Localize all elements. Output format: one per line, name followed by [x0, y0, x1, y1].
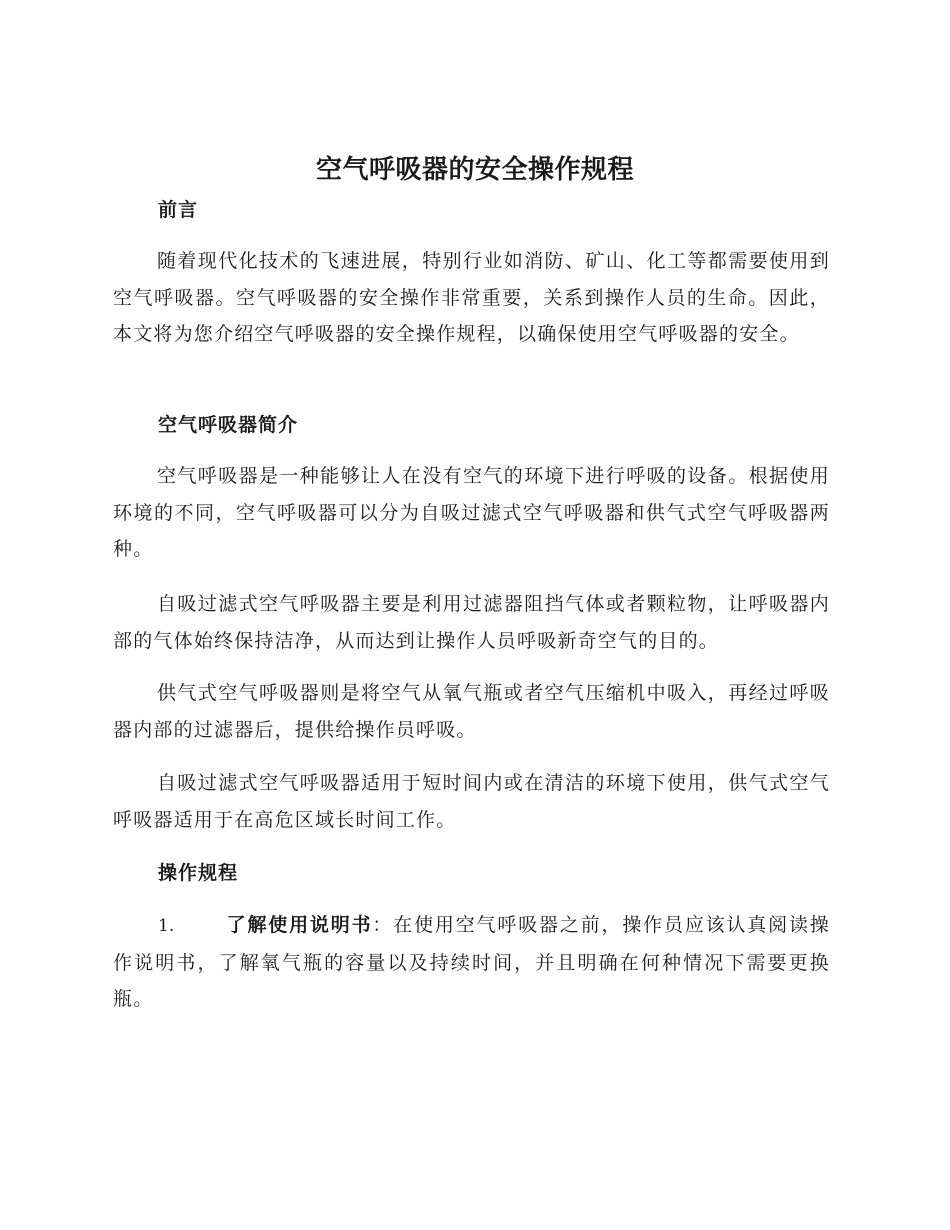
intro-paragraph-4: 自吸过滤式空气呼吸器适用于短时间内或在清洁的环境下使用，供气式空气呼吸器适用于在高危区域长时间工作。 [113, 772, 830, 831]
section-heading-procedure: 操作规程 [158, 862, 239, 884]
section-heading-preface: 前言 [158, 199, 199, 221]
list-item-text: ：在使用空气呼吸器之前，操作员应该认真阅读操作说明书，了解氧气瓶的容量以及持续时间，并且明确在何种情况下需要更换瓶。 [113, 914, 830, 1010]
list-item-number: 1. [158, 916, 175, 936]
section-heading-intro: 空气呼吸器简介 [158, 414, 299, 436]
document-title: 空气呼吸器的安全操作规程 [315, 155, 634, 185]
list-item-term: 了解使用说明书 [226, 914, 373, 936]
intro-paragraph-2: 自吸过滤式空气呼吸器主要是利用过滤器阻挡气体或者颗粒物，让呼吸器内部的气体始终保持洁净，从而达到让操作人员呼吸新奇空气的目的。 [113, 593, 830, 652]
intro-paragraph-1: 空气呼吸器是一种能够让人在没有空气的环境下进行呼吸的设备。根据使用环境的不同，空气呼吸器可以分为自吸过滤式空气呼吸器和供气式空气呼吸器两种。 [113, 465, 830, 560]
intro-paragraph-3: 供气式空气呼吸器则是将空气从氧气瓶或者空气压缩机中吸入，再经过呼吸器内部的过滤器后，提供给操作员呼吸。 [113, 682, 830, 741]
procedure-list-item [113, 907, 830, 1018]
preface-paragraph: 随着现代化技术的飞速进展，特别行业如消防、矿山、化工等都需要使用到空气呼吸器。空气呼吸器的安全操作非常重要，关系到操作人员的生命。因此，本文将为您介绍空气呼吸器的安全操作规程，以确保使用空气呼吸器的安全。 [113, 250, 830, 345]
